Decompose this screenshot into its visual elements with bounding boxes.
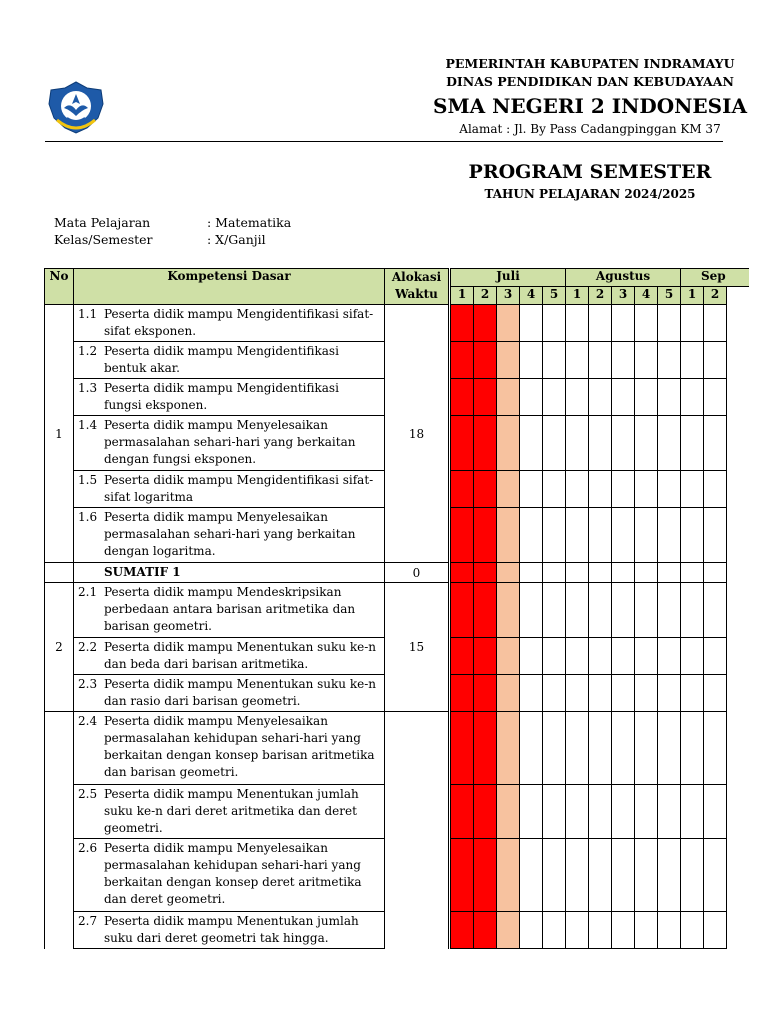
week-cell: [543, 675, 566, 712]
week-cell: [451, 785, 474, 839]
week-cell: [658, 563, 681, 583]
kompetensi-cell: [74, 675, 385, 712]
alokasi-waktu: 0: [385, 563, 449, 583]
week-cell: [520, 305, 543, 342]
week-cell: [520, 583, 543, 638]
week-cell: [589, 305, 612, 342]
week-cell: [589, 563, 612, 583]
week-cell: [520, 785, 543, 839]
week-cell: [543, 305, 566, 342]
kompetensi-cell: [74, 508, 385, 563]
week-cell: [520, 563, 543, 583]
week-header: 1: [681, 287, 704, 305]
week-cell: [635, 508, 658, 563]
kompetensi-number: 2.1: [78, 585, 98, 599]
week-cell: [635, 912, 658, 949]
week-cell: [474, 563, 497, 583]
kompetensi-number: 2.5: [78, 787, 98, 801]
week-cell: [497, 839, 520, 912]
week-cell: [566, 638, 589, 675]
kompetensi-cell: [74, 416, 385, 471]
week-cell: [658, 471, 681, 508]
week-cell: [566, 563, 589, 583]
kompetensi-text: Peserta didik mampu Menyelesaikan permasalahan kehidupan sehari-hari yang berkaitan dengan konsep barisan aritmetika dan barisan geometri.: [104, 714, 375, 779]
week-cell: [658, 583, 681, 638]
week-cell: [681, 785, 704, 839]
table-row: [45, 583, 749, 638]
week-cell: [520, 508, 543, 563]
document-title: PROGRAM SEMESTER: [468, 161, 712, 183]
week-cell: [727, 583, 749, 638]
week-cell: [451, 839, 474, 912]
kompetensi-cell: [74, 912, 385, 949]
week-cell: [497, 583, 520, 638]
week-cell: [658, 508, 681, 563]
week-cell: [497, 471, 520, 508]
week-header: 2: [704, 287, 727, 305]
kompetensi-number: 1.4: [78, 418, 98, 432]
week-cell: [589, 912, 612, 949]
week-cell: [704, 638, 727, 675]
week-cell: [658, 305, 681, 342]
week-cell: [681, 912, 704, 949]
kompetensi-text: Peserta didik mampu Menentukan suku ke-n dan beda dari barisan aritmetika.: [104, 640, 377, 671]
week-cell: [543, 583, 566, 638]
week-cell: [497, 342, 520, 379]
week-cell: [474, 305, 497, 342]
kompetensi-number: 2.3: [78, 677, 98, 691]
week-cell: [612, 675, 635, 712]
kompetensi-number: 1.3: [78, 381, 98, 395]
kompetensi-number: 2.4: [78, 714, 98, 728]
week-cell: [704, 785, 727, 839]
week-cell: [543, 785, 566, 839]
week-cell: [681, 379, 704, 416]
table-row: [45, 712, 749, 785]
row-number: 2: [45, 583, 74, 712]
kompetensi-text: Peserta didik mampu Menyelesaikan permasalahan kehidupan sehari-hari yang berkaitan dengan konsep deret aritmetika dan deret geometri.: [104, 841, 362, 906]
week-cell: [635, 416, 658, 471]
kompetensi-number: 1.6: [78, 510, 98, 524]
week-cell: [727, 508, 749, 563]
week-cell: [704, 416, 727, 471]
class-label: Kelas/Semester: [54, 232, 153, 247]
tut-wuri-handayani-logo: [45, 80, 107, 135]
week-cell: [612, 583, 635, 638]
week-cell: [681, 471, 704, 508]
month-header-juli: Juli: [451, 269, 566, 287]
week-cell: [566, 839, 589, 912]
week-cell: [635, 583, 658, 638]
week-cell: [474, 342, 497, 379]
week-cell: [566, 712, 589, 785]
week-header: 3: [497, 287, 520, 305]
week-cell: [566, 305, 589, 342]
week-cell: [727, 675, 749, 712]
week-cell: [543, 712, 566, 785]
week-cell: [589, 785, 612, 839]
week-cell: [566, 675, 589, 712]
week-cell: [658, 675, 681, 712]
week-cell: [497, 305, 520, 342]
week-cell: [727, 305, 749, 342]
week-cell: [520, 712, 543, 785]
week-cell: [704, 379, 727, 416]
kompetensi-text: Peserta didik mampu Mengidentifikasi sifat-sifat logaritma: [104, 473, 374, 504]
week-header: 1: [566, 287, 589, 305]
week-cell: [543, 563, 566, 583]
week-cell: [566, 785, 589, 839]
week-cell: [635, 342, 658, 379]
kompetensi-text: Peserta didik mampu Menentukan jumlah suku ke-n dari deret aritmetika dan deret geometri.: [104, 787, 359, 835]
week-cell: [451, 379, 474, 416]
week-cell: [589, 839, 612, 912]
week-cell: [474, 471, 497, 508]
week-cell: [474, 583, 497, 638]
column-header-kompetensi: Kompetensi Dasar: [74, 269, 385, 305]
week-cell: [566, 912, 589, 949]
week-cell: [543, 508, 566, 563]
week-cell: [681, 563, 704, 583]
week-cell: [635, 785, 658, 839]
kompetensi-number: 2.6: [78, 841, 98, 855]
week-cell: [543, 638, 566, 675]
week-cell: [520, 638, 543, 675]
week-cell: [589, 712, 612, 785]
week-cell: [589, 379, 612, 416]
week-cell: [704, 675, 727, 712]
week-header: 3: [612, 287, 635, 305]
week-cell: [451, 638, 474, 675]
week-cell: [566, 379, 589, 416]
week-cell: [589, 583, 612, 638]
week-cell: [451, 712, 474, 785]
week-cell: [704, 305, 727, 342]
week-cell: [612, 342, 635, 379]
alokasi-waktu: 18: [385, 305, 449, 563]
kompetensi-cell: [74, 638, 385, 675]
kompetensi-number: 1.2: [78, 344, 98, 358]
row-number: [45, 712, 74, 949]
program-semester-table: [44, 268, 749, 949]
week-cell: [635, 839, 658, 912]
week-cell: [635, 675, 658, 712]
kompetensi-number: 2.7: [78, 914, 98, 928]
week-cell: [520, 675, 543, 712]
week-cell: [497, 712, 520, 785]
sumatif-label: SUMATIF 1: [104, 565, 181, 579]
week-cell: [612, 471, 635, 508]
week-cell: [474, 638, 497, 675]
week-cell: [681, 305, 704, 342]
row-number: 1: [45, 305, 74, 563]
week-cell: [451, 508, 474, 563]
week-cell: [681, 416, 704, 471]
week-cell: [566, 583, 589, 638]
week-cell: [681, 583, 704, 638]
kompetensi-text: Peserta didik mampu Menyelesaikan permasalahan sehari-hari yang berkaitan dengan fungsi eksponen.: [104, 418, 356, 466]
week-cell: [681, 839, 704, 912]
week-header: 2: [474, 287, 497, 305]
week-cell: [658, 912, 681, 949]
week-cell: [612, 416, 635, 471]
week-cell: [566, 416, 589, 471]
week-cell: [543, 342, 566, 379]
week-cell: [451, 912, 474, 949]
week-cell: [543, 839, 566, 912]
kompetensi-cell: [74, 305, 385, 342]
week-cell: [704, 563, 727, 583]
week-cell: [635, 638, 658, 675]
week-cell: [612, 785, 635, 839]
week-cell: [727, 839, 749, 912]
week-cell: [497, 563, 520, 583]
week-cell: [451, 563, 474, 583]
school-name: SMA NEGERI 2 INDONESIA: [433, 94, 747, 118]
table-row: [45, 563, 749, 583]
week-cell: [658, 416, 681, 471]
week-cell: [566, 508, 589, 563]
week-cell: [727, 342, 749, 379]
kompetensi-cell: [74, 839, 385, 912]
kompetensi-cell: [74, 583, 385, 638]
week-cell: [727, 563, 749, 583]
header-divider: [45, 141, 723, 142]
week-cell: [474, 912, 497, 949]
week-cell: [612, 379, 635, 416]
week-cell: [727, 471, 749, 508]
week-cell: [474, 675, 497, 712]
week-cell: [704, 583, 727, 638]
week-cell: [543, 416, 566, 471]
kompetensi-cell: [74, 712, 385, 785]
week-cell: [543, 912, 566, 949]
week-cell: [658, 638, 681, 675]
column-header-no: No: [45, 269, 74, 305]
week-cell: [520, 839, 543, 912]
week-header: 1: [451, 287, 474, 305]
week-cell: [451, 675, 474, 712]
week-cell: [566, 471, 589, 508]
week-cell: [727, 712, 749, 785]
week-header: 5: [658, 287, 681, 305]
month-header-sep: Sep: [681, 269, 749, 287]
kompetensi-text: Peserta didik mampu Mengidentifikasi sifat-sifat eksponen.: [104, 307, 374, 338]
week-cell: [635, 471, 658, 508]
week-cell: [681, 508, 704, 563]
week-cell: [612, 839, 635, 912]
week-cell: [474, 379, 497, 416]
week-cell: [497, 416, 520, 471]
week-cell: [727, 638, 749, 675]
subject-label: Mata Pelajaran: [54, 215, 151, 230]
week-cell: [635, 305, 658, 342]
week-cell: [658, 785, 681, 839]
week-cell: [589, 342, 612, 379]
week-cell: [497, 508, 520, 563]
kompetensi-cell: [74, 563, 385, 583]
week-cell: [727, 785, 749, 839]
week-cell: [681, 638, 704, 675]
week-cell: [681, 342, 704, 379]
kompetensi-text: Peserta didik mampu Menentukan suku ke-n dan rasio dari barisan geometri.: [104, 677, 377, 708]
week-cell: [612, 638, 635, 675]
week-cell: [589, 471, 612, 508]
week-cell: [612, 712, 635, 785]
subject-value: : Matematika: [207, 215, 292, 230]
week-cell: [520, 416, 543, 471]
kompetensi-cell: [74, 342, 385, 379]
week-cell: [451, 305, 474, 342]
week-cell: [658, 342, 681, 379]
week-cell: [520, 379, 543, 416]
week-cell: [520, 912, 543, 949]
week-cell: [474, 839, 497, 912]
week-cell: [566, 342, 589, 379]
week-cell: [704, 471, 727, 508]
header-government: PEMERINTAH KABUPATEN INDRAMAYU: [445, 56, 735, 71]
week-cell: [727, 379, 749, 416]
week-cell: [704, 508, 727, 563]
week-cell: [451, 342, 474, 379]
week-cell: [704, 912, 727, 949]
kompetensi-text: Peserta didik mampu Menyelesaikan permasalahan sehari-hari yang berkaitan dengan logaritma.: [104, 510, 356, 558]
week-cell: [612, 563, 635, 583]
week-cell: [520, 471, 543, 508]
week-cell: [543, 379, 566, 416]
week-cell: [658, 712, 681, 785]
week-cell: [451, 583, 474, 638]
column-header-alokasi: Alokasi Waktu: [385, 269, 449, 305]
week-cell: [612, 912, 635, 949]
week-cell: [681, 712, 704, 785]
week-cell: [612, 508, 635, 563]
week-cell: [497, 785, 520, 839]
week-cell: [635, 379, 658, 416]
week-cell: [520, 342, 543, 379]
week-cell: [474, 785, 497, 839]
week-cell: [497, 675, 520, 712]
alokasi-waktu: [385, 712, 449, 949]
kompetensi-number: 2.2: [78, 640, 98, 654]
week-header: 4: [635, 287, 658, 305]
week-cell: [474, 712, 497, 785]
week-cell: [658, 839, 681, 912]
week-cell: [497, 912, 520, 949]
table-row: [45, 305, 749, 342]
week-cell: [497, 638, 520, 675]
kompetensi-text: Peserta didik mampu Menentukan jumlah suku dari deret geometri tak hingga.: [104, 914, 359, 945]
school-address: Alamat : Jl. By Pass Cadangpinggan KM 37: [459, 122, 721, 136]
week-cell: [589, 638, 612, 675]
week-header: 2: [589, 287, 612, 305]
week-cell: [727, 416, 749, 471]
week-cell: [727, 912, 749, 949]
week-cell: [451, 471, 474, 508]
row-number: [45, 563, 74, 583]
kompetensi-text: Peserta didik mampu Mengidentifikasi fungsi eksponen.: [104, 381, 339, 412]
week-cell: [589, 416, 612, 471]
academic-year: TAHUN PELAJARAN 2024/2025: [484, 187, 696, 201]
kompetensi-cell: [74, 471, 385, 508]
class-value: : X/Ganjil: [207, 232, 266, 247]
week-cell: [497, 379, 520, 416]
week-header: 4: [520, 287, 543, 305]
week-cell: [612, 305, 635, 342]
week-cell: [451, 416, 474, 471]
week-cell: [543, 471, 566, 508]
week-header: 5: [543, 287, 566, 305]
header-agency: DINAS PENDIDIKAN DAN KEBUDAYAAN: [446, 74, 734, 89]
kompetensi-text: Peserta didik mampu Mendeskripsikan perbedaan antara barisan aritmetika dan barisan geometri.: [104, 585, 356, 633]
month-header-agustus: Agustus: [566, 269, 681, 287]
kompetensi-cell: [74, 379, 385, 416]
week-cell: [589, 508, 612, 563]
kompetensi-number: 1.1: [78, 307, 98, 321]
week-cell: [635, 563, 658, 583]
week-cell: [704, 712, 727, 785]
kompetensi-text: Peserta didik mampu Mengidentifikasi bentuk akar.: [104, 344, 339, 375]
week-cell: [474, 508, 497, 563]
kompetensi-number: 1.5: [78, 473, 98, 487]
week-cell: [704, 839, 727, 912]
week-cell: [635, 712, 658, 785]
week-cell: [704, 342, 727, 379]
kompetensi-cell: [74, 785, 385, 839]
alokasi-waktu: 15: [385, 583, 449, 712]
week-cell: [474, 416, 497, 471]
week-cell: [658, 379, 681, 416]
week-cell: [589, 675, 612, 712]
week-cell: [681, 675, 704, 712]
